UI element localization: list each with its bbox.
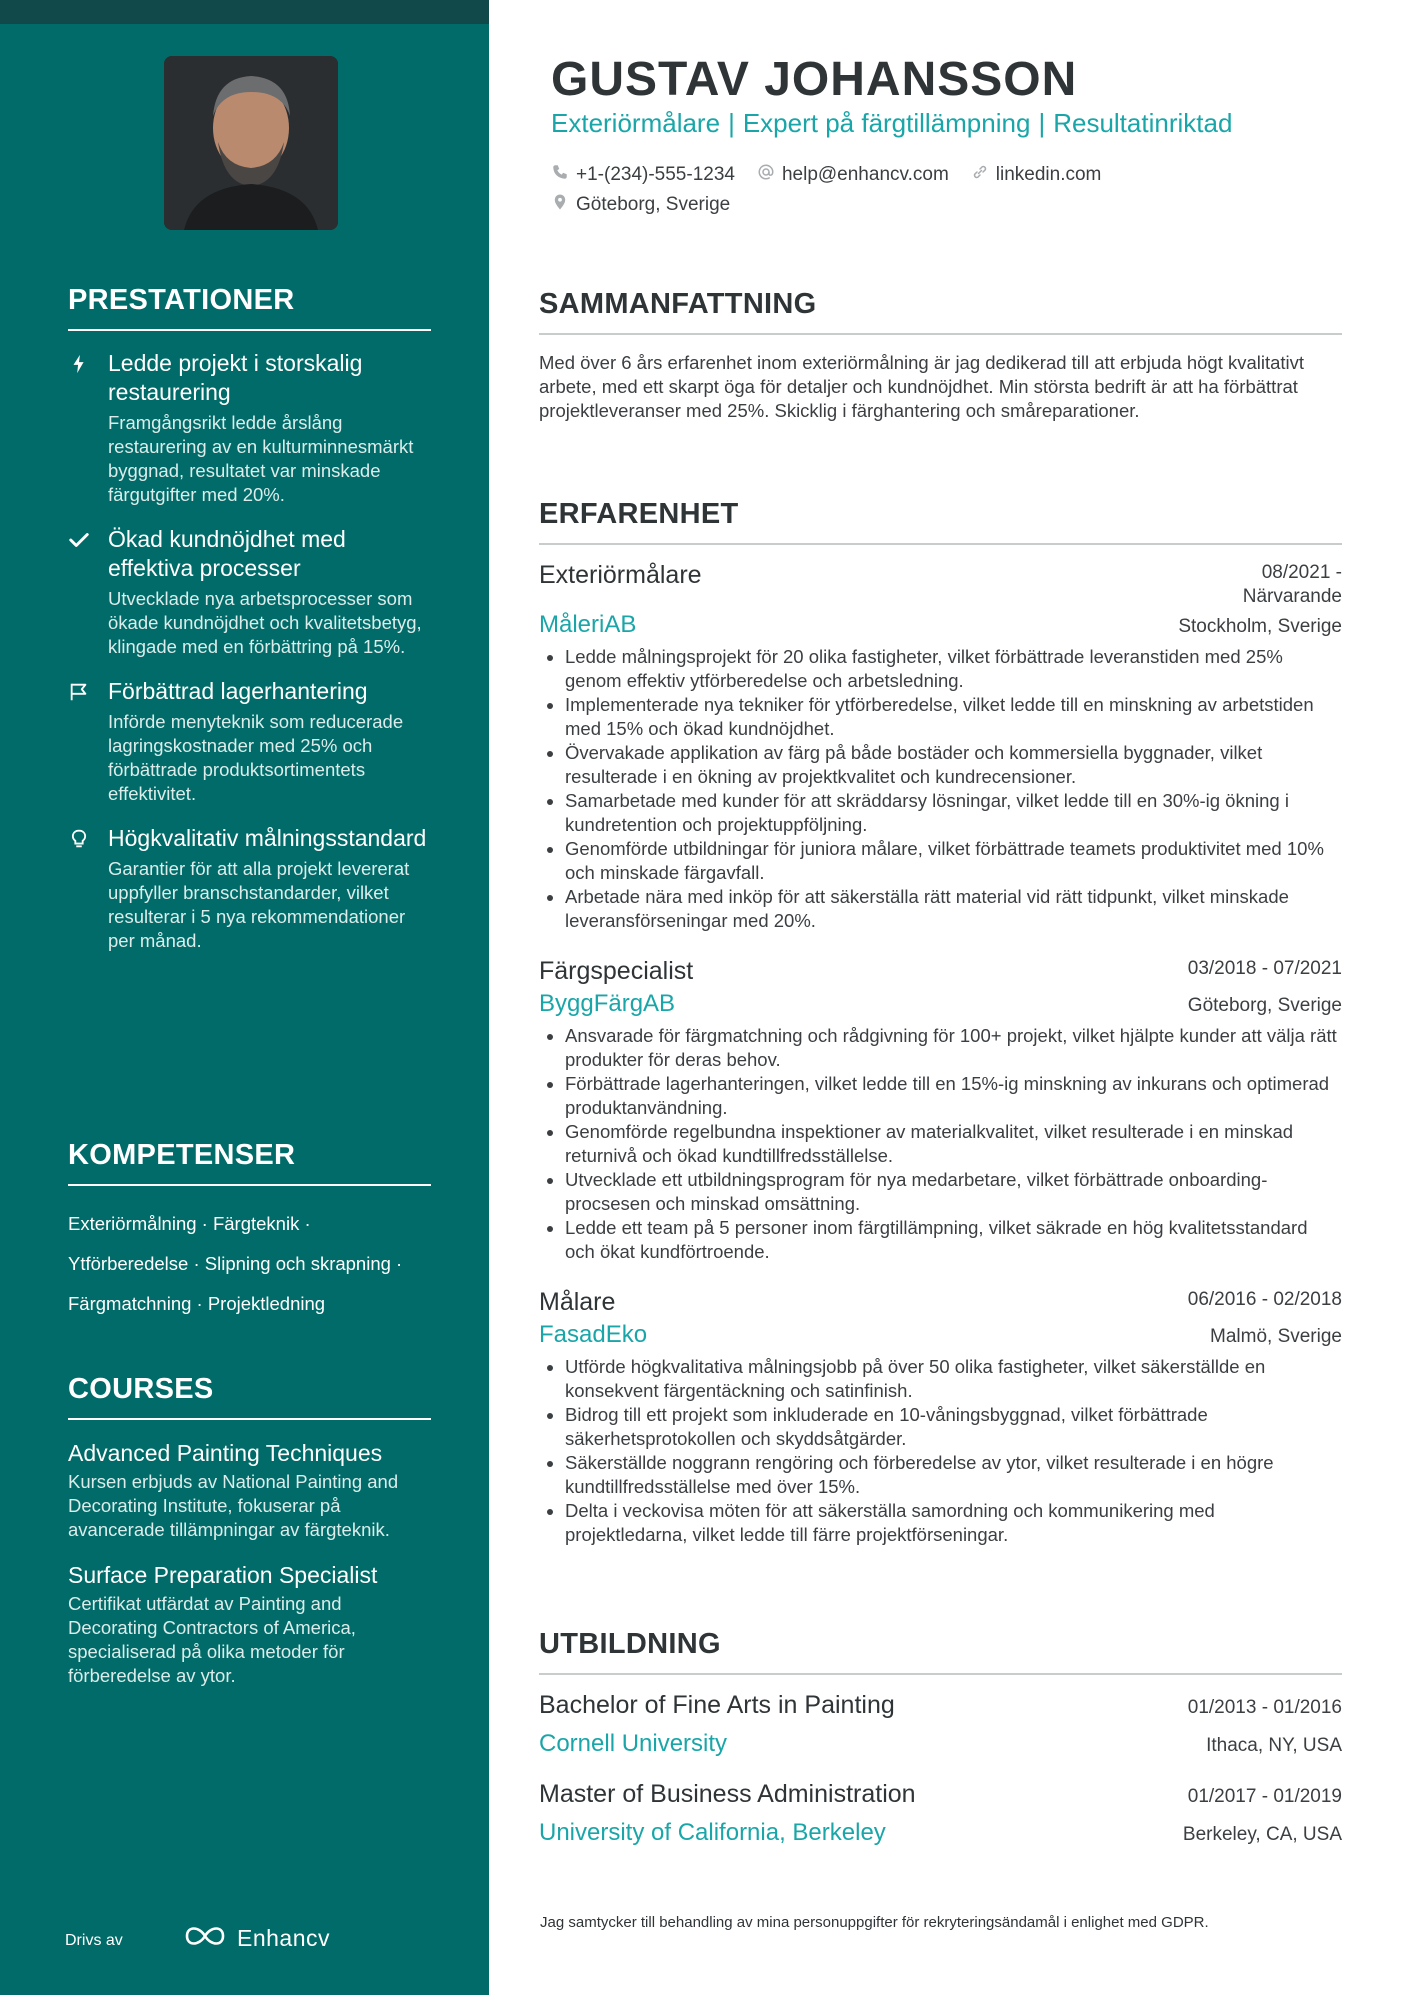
brand-logo[interactable]	[183, 1924, 330, 1953]
summary-title: SAMMANFATTNING	[539, 288, 1342, 335]
location-contact	[551, 193, 730, 217]
summary-text: Med över 6 års erfarenhet inom exteriörmålning är jag dedikerad till att erbjuda högt kvalitativt arbete, med ett skarpt öga för detaljer och kundnöjdhet. Min största bedrift är att ha förbättrat projektleveranser med 25%. Skicklig i färghantering och småreparationer.	[539, 352, 1305, 421]
job-role: Färgspecialist	[539, 957, 694, 985]
skills-section	[68, 1139, 431, 1324]
headline-part: Resultatinriktad	[1053, 108, 1233, 138]
candidate-name: GUSTAV JOHANSSON	[551, 53, 1078, 106]
phone-icon	[551, 163, 569, 187]
job-entry	[539, 955, 1342, 1264]
headline-part: Expert på färgtillämpning	[742, 108, 1031, 138]
job-company: MåleriAB	[539, 611, 637, 638]
job-location: Malmö, Sverige	[1210, 1326, 1342, 1347]
lightning-icon	[68, 353, 90, 375]
courses-title: COURSES	[68, 1373, 431, 1420]
job-role: Målare	[539, 1288, 616, 1316]
job-dates: 06/2016 - 02/2018	[1187, 1289, 1342, 1310]
job-bullet: • Genomförde regelbundna inspektioner av materialkvalitet, vilket resulterade i en minskad returnivå och ökad kundtillfredsställelse.	[565, 1120, 1342, 1168]
course-title: Advanced Painting Techniques	[68, 1440, 383, 1466]
sidebar-top-bar	[0, 0, 489, 24]
job-bullet: • Ledde ett team på 5 personer inom färgtillämpning, vilket säkrade en hög kvalitetsstandard och ökat kundförtroende.	[565, 1216, 1342, 1264]
education-title: UTBILDNING	[539, 1628, 1342, 1675]
skills-line: Exteriörmålning · Färgteknik ·	[68, 1213, 311, 1234]
job-company: ByggFärgAB	[539, 990, 676, 1017]
job-location: Göteborg, Sverige	[1187, 995, 1342, 1016]
skills-title: KOMPETENSER	[68, 1139, 431, 1186]
email-text: help@enhancv.com	[781, 164, 949, 185]
achievement-title: Ledde projekt i storskalig restaurering	[108, 350, 363, 405]
achievement-title: Ökad kundnöjdhet med effektiva processer	[108, 526, 346, 581]
education-degree: Bachelor of Fine Arts in Painting	[539, 1691, 895, 1719]
email-contact[interactable]	[757, 163, 949, 187]
education-location: Berkeley, CA, USA	[1182, 1824, 1342, 1845]
job-bullet: • Förbättrade lagerhanteringen, vilket ledde till en 15%-ig minskning av inkurans och optimerad produktanvändning.	[565, 1072, 1342, 1120]
phone-contact[interactable]	[551, 163, 735, 187]
headline-separator: |	[728, 108, 735, 138]
skills-list	[68, 1204, 431, 1324]
education-entry	[539, 1780, 1342, 1847]
flag-icon	[68, 681, 90, 703]
job-bullet: • Utförde högkvalitativa målningsjobb på över 50 olika fastigheter, vilket säkerställde en konsekvent färgentäckning och satinfinish.	[565, 1355, 1342, 1403]
powered-by-label: Drivs av	[65, 1932, 123, 1949]
job-entry	[539, 559, 1342, 933]
headline-separator: |	[1038, 108, 1046, 138]
achievement-item	[68, 525, 431, 659]
education-school: Cornell University	[539, 1730, 728, 1757]
job-entry	[539, 1286, 1342, 1547]
job-location: Stockholm, Sverige	[1178, 616, 1342, 637]
sidebar	[0, 0, 489, 1995]
achievement-desc: Utvecklade nya arbetsprocesser som ökade kundnöjdhet och kvalitetsbetyg, klingade med en förbättring på 15%.	[108, 588, 422, 657]
job-bullets	[539, 1024, 1342, 1264]
job-bullet: • Ledde målningsprojekt för 20 olika fastigheter, vilket förbättrade leveranstiden med 25% genom effektiv ytförberedelse och arbetsledning.	[565, 645, 1342, 693]
education-dates: 01/2017 - 01/2019	[1187, 1786, 1342, 1807]
achievement-title: Förbättrad lagerhantering	[108, 678, 368, 704]
achievement-item	[68, 349, 431, 507]
job-bullet: • Säkerställde noggrann rengöring och förberedelse av ytor, vilket resulterade i en högre kundtillfredsställelse med över 15%.	[565, 1451, 1342, 1499]
job-bullet: • Arbetade nära med inköp för att säkerställa rätt material vid rätt tidpunkt, vilket minskade leveransförseningar med 20%.	[565, 885, 1342, 933]
linkedin-contact[interactable]	[971, 163, 1102, 187]
job-bullet: • Utvecklade ett utbildningsprogram för nya medarbetare, vilket förbättrade onboarding-procsesen och minskad omsättning.	[565, 1168, 1342, 1216]
achievement-item	[68, 824, 431, 953]
courses-section	[68, 1373, 431, 1688]
gdpr-consent: Jag samtycker till behandling av mina personuppgifter för rekryteringsändamål i enlighet med GDPR.	[540, 1914, 1209, 1931]
course-item	[68, 1438, 431, 1542]
achievements-section	[68, 284, 431, 953]
job-bullet: • Samarbetade med kunder för att skräddarsy lösningar, vilket ledde till en 30%-ig ökning i kundretention och projektuppföljning.	[565, 789, 1342, 837]
achievement-desc: Framgångsrikt ledde årslång restaurering av en kulturminnesmärkt byggnad, resultatet var minskade färgutgifter med 20%.	[108, 412, 414, 505]
lightbulb-icon	[68, 828, 90, 850]
location-text: Göteborg, Sverige	[576, 194, 731, 215]
checkmark-icon	[68, 529, 90, 551]
job-company: FasadEko	[539, 1321, 648, 1348]
job-bullet: • Delta i veckovisa möten för att säkerställa samordning och kommunikering med projektledarna, vilket ledde till färre projektförseningar.	[565, 1499, 1342, 1547]
course-title: Surface Preparation Specialist	[68, 1562, 378, 1588]
location-pin-icon	[551, 193, 569, 217]
job-dates: 03/2018 - 07/2021	[1187, 958, 1342, 979]
education-dates: 01/2013 - 01/2016	[1187, 1697, 1342, 1718]
headline-part: Exteriörmålare	[551, 108, 721, 138]
achievement-desc: Införde menyteknik som reducerade lagringskostnader med 25% och förbättrade produktsortimentets effektivitet.	[108, 711, 404, 804]
job-bullet: • Övervakade applikation av färg på både bostäder och kommersiella byggnader, vilket resulterade i en ökning av projektkvalitet och kundrecensioner.	[565, 741, 1342, 789]
skills-line: Ytförberedelse · Slipning och skrapning ·	[68, 1253, 403, 1274]
education-school: University of California, Berkeley	[539, 1819, 886, 1846]
job-bullets	[539, 1355, 1342, 1547]
contact-info	[551, 160, 1101, 220]
job-bullet: • Bidrog till ett projekt som inkluderade en 10-våningsbyggnad, vilket förbättrade säkerhetsprotokollen och skyddsåtgärder.	[565, 1403, 1342, 1451]
course-desc: Kursen erbjuds av National Painting and Decorating Institute, fokuserar på avancerade tillämpningar av färgteknik.	[68, 1471, 399, 1540]
headline	[551, 108, 1232, 139]
education-location: Ithaca, NY, USA	[1206, 1735, 1342, 1756]
enhancv-logo-icon	[183, 1924, 229, 1953]
achievement-title: Högkvalitativ målningsstandard	[108, 825, 427, 851]
achievement-desc: Garantier för att alla projekt levererat uppfyller branschstandarder, vilket resulterar i 5 nya rekommendationer per månad.	[108, 858, 410, 951]
job-bullet: • Genomförde utbildningar för juniora målare, vilket förbättrade teamets produktivitet med 10% och minskade färgavfall.	[565, 837, 1342, 885]
achievements-title: PRESTATIONER	[68, 284, 431, 331]
achievement-item	[68, 677, 431, 806]
job-dates: 08/2021 - Närvarande	[1242, 562, 1342, 607]
experience-section	[539, 498, 1342, 1547]
course-item	[68, 1560, 431, 1688]
experience-title: ERFARENHET	[539, 498, 1342, 545]
skills-line: Färgmatchning · Projektledning	[68, 1293, 326, 1314]
course-desc: Certifikat utfärdat av Painting and Decorating Contractors of America, specialiserad på olika metoder för förberedelse av ytor.	[68, 1593, 356, 1686]
job-bullet: • Implementerade nya tekniker för ytförberedelse, vilket ledde till en minskning av arbetstiden med 15% och ökad kundnöjdhet.	[565, 693, 1342, 741]
link-icon	[971, 163, 989, 187]
brand-name: Enhancv	[237, 1925, 331, 1951]
profile-photo	[164, 56, 338, 230]
phone-text: +1-(234)-555-1234	[576, 164, 735, 185]
at-icon	[757, 163, 775, 187]
job-bullets	[539, 645, 1342, 933]
linkedin-text: linkedin.com	[995, 164, 1102, 185]
education-section	[539, 1628, 1342, 1847]
job-bullet: • Ansvarade för färgmatchning och rådgivning för 100+ projekt, vilket hjälpte kunder att välja rätt produkter för deras behov.	[565, 1024, 1342, 1072]
education-degree: Master of Business Administration	[539, 1780, 916, 1808]
job-role: Exteriörmålare	[539, 561, 702, 589]
education-entry	[539, 1691, 1342, 1758]
summary-section	[539, 288, 1342, 423]
